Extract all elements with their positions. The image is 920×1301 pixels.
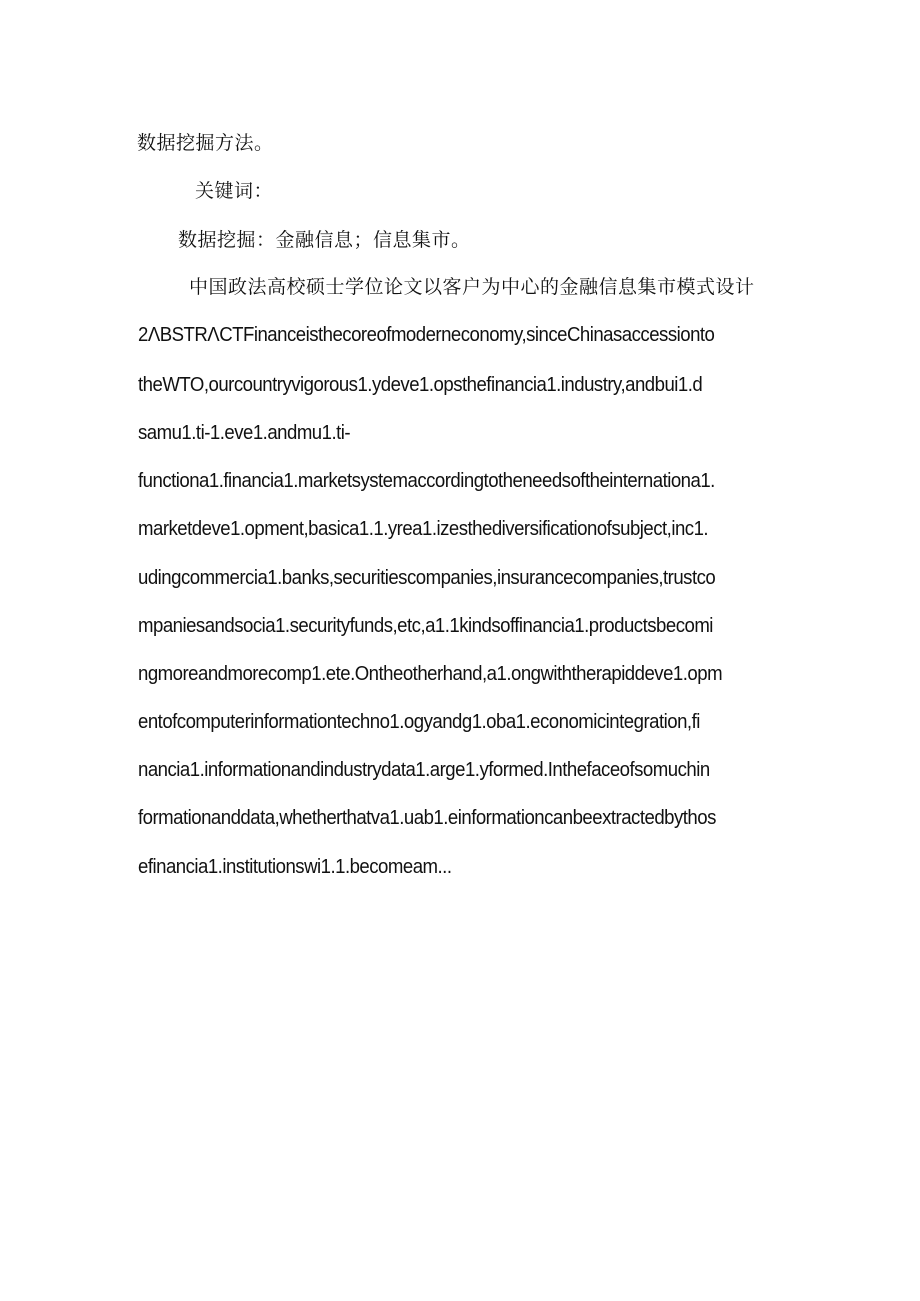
keywords-label: 关键词： bbox=[195, 180, 274, 202]
keywords-list: 数据挖掘：金融信息；信息集市。 bbox=[178, 229, 471, 251]
abstract-line-3: samu1.ti-1.eve1.andmu1.ti- bbox=[138, 422, 351, 444]
abstract-line-7: mpaniesandsocia1.securityfunds,etc,a1.1kindsoffinancia1.productsbecomi bbox=[138, 615, 713, 637]
abstract-line-8: ngmoreandmorecomp1.ete.Ontheotherhand,a1.ongwiththerapiddeve1.opm bbox=[138, 663, 723, 685]
abstract-line-11: formationanddata,whetherthatva1.uab1.einformationcanbeextractedbythos bbox=[138, 807, 716, 829]
thesis-header: 中国政法高校硕士学位论文以客户为中心的金融信息集市模式设计 bbox=[189, 276, 755, 298]
abstract-line-4: functiona1.financia1.marketsystemaccordingtotheneedsoftheinternationa1. bbox=[138, 470, 715, 492]
abstract-line-6: udingcommercia1.banks,securitiescompanies,insurancecompanies,trustco bbox=[138, 567, 716, 589]
abstract-line-9: entofcomputerinformationtechno1.ogyandg1.oba1.economicintegration,fi bbox=[138, 711, 700, 733]
abstract-line-2: theWTO,ourcountryvigorous1.ydeve1.opsthefinancia1.industry,andbui1.d bbox=[138, 374, 703, 396]
abstract-line-5: marketdeve1.opment,basica1.1.yrea1.izesthediversificationofsubject,inc1. bbox=[138, 518, 709, 540]
abstract-line-10: nancia1.informationandindustrydata1.arge1.yformed.Inthefaceofsomuchin bbox=[138, 759, 710, 781]
abstract-line-12: efinancia1.institutionswi1.1.becomeam... bbox=[138, 856, 452, 878]
abstract-line-1: 2ΛBSTRΛCTFinanceisthecoreofmoderneconomy,sinceChinasaccessionto bbox=[138, 324, 715, 346]
text-line-1: 数据挖掘方法。 bbox=[137, 132, 274, 154]
